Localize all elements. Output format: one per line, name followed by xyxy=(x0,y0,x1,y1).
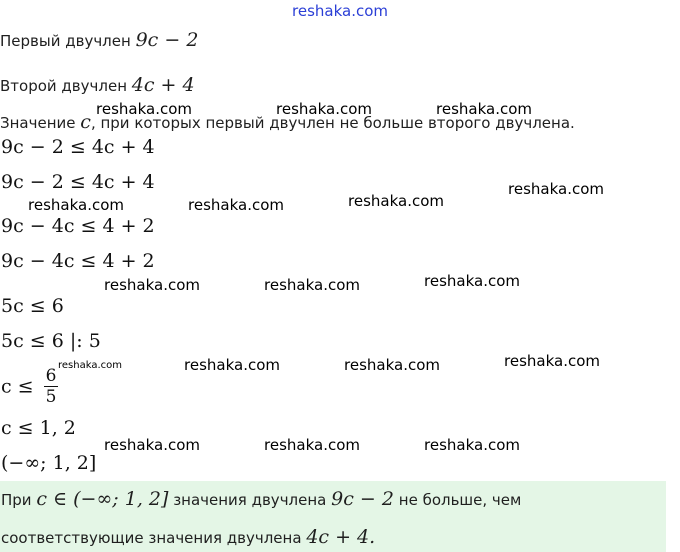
watermark: reshaka.com xyxy=(58,360,122,371)
watermark: reshaka.com xyxy=(104,436,200,454)
watermark: reshaka.com xyxy=(28,196,124,214)
first-binomial-label: Первый двучлен xyxy=(0,32,131,50)
watermark: reshaka.com xyxy=(508,180,604,198)
answer-pre: При xyxy=(1,491,32,509)
answer-expr-2: 4c + 4. xyxy=(306,526,376,548)
watermark: reshaka.com xyxy=(276,100,372,118)
answer-expr-1: 9c − 2 xyxy=(331,488,394,510)
watermark: reshaka.com xyxy=(96,100,192,118)
step-6: 5c ≤ 6 |: 5 xyxy=(1,330,101,352)
watermark: reshaka.com xyxy=(504,352,600,370)
watermark: reshaka.com xyxy=(264,436,360,454)
watermark: reshaka.com xyxy=(344,356,440,374)
watermark: reshaka.com xyxy=(424,272,520,290)
answer-line-1 xyxy=(1,488,521,510)
answer-mid: значения двучлена xyxy=(173,491,327,509)
first-binomial-expr: 9c − 2 xyxy=(135,29,199,51)
step-5: 5c ≤ 6 xyxy=(1,295,64,317)
step-2: 9c − 2 ≤ 4c + 4 xyxy=(1,171,155,193)
watermark: reshaka.com xyxy=(436,100,532,118)
watermark: reshaka.com xyxy=(348,192,444,210)
second-binomial-expr: 4c + 4 xyxy=(131,74,195,96)
answer-line2-text: соответствующие значения двучлена xyxy=(1,529,302,547)
answer-condition: c ∈ (−∞; 1, 2] xyxy=(36,488,169,510)
step-7-lhs: c ≤ xyxy=(1,375,34,398)
answer-post: не больше, чем xyxy=(398,491,522,509)
second-binomial-line xyxy=(0,74,195,96)
watermark: reshaka.com xyxy=(188,196,284,214)
question-pre: Значение xyxy=(0,114,76,132)
fraction-denominator: 5 xyxy=(45,387,57,407)
step-8: c ≤ 1, 2 xyxy=(1,417,76,439)
step-9-interval: (−∞; 1, 2] xyxy=(1,452,97,474)
question-var: c xyxy=(80,111,91,133)
step-3: 9c − 4c ≤ 4 + 2 xyxy=(1,215,155,237)
watermark: reshaka.com xyxy=(264,276,360,294)
watermark: reshaka.com xyxy=(104,276,200,294)
second-binomial-label: Второй двучлен xyxy=(0,77,127,95)
question-post: , при которых первый двучлен не больше второго двучлена. xyxy=(90,114,575,132)
fraction-numerator: 6 xyxy=(45,366,57,386)
answer-line-2 xyxy=(1,526,375,548)
step-7-fraction-line xyxy=(1,366,58,407)
watermark: reshaka.com xyxy=(424,436,520,454)
step-1: 9c − 2 ≤ 4c + 4 xyxy=(1,136,155,158)
first-binomial-line xyxy=(0,29,198,51)
site-header-link[interactable]: reshaka.com xyxy=(292,2,388,20)
step-4: 9c − 4c ≤ 4 + 2 xyxy=(1,250,155,272)
fraction xyxy=(44,366,59,407)
watermark: reshaka.com xyxy=(184,356,280,374)
